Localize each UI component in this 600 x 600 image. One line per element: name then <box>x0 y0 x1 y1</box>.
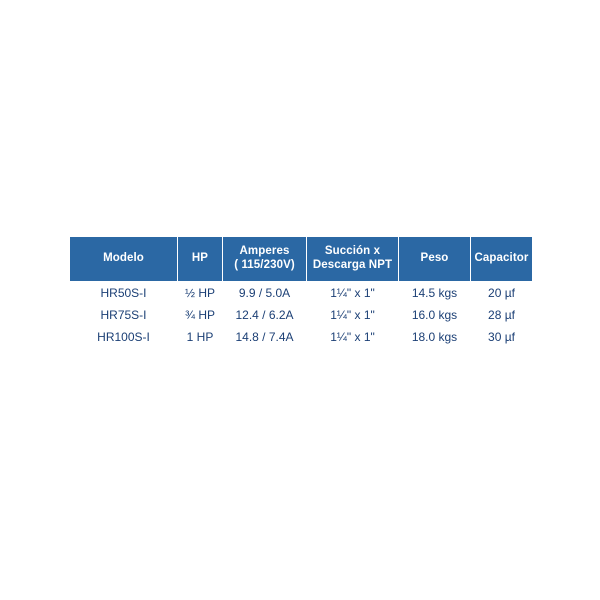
column-header-amperes <box>223 237 307 282</box>
column-header-amperes-line-2: ( 115/230V) <box>234 259 295 271</box>
cell-peso: 16.0 kgs <box>399 304 471 326</box>
cell-peso: 18.0 kgs <box>399 326 471 348</box>
cell-hp: 1 HP <box>178 326 223 348</box>
cell-hp: ¾ HP <box>178 304 223 326</box>
table-row <box>70 326 533 348</box>
cell-modelo: HR50S-I <box>70 282 178 304</box>
specifications-table <box>69 236 533 348</box>
cell-capacitor: 20 µf <box>471 282 533 304</box>
specifications-table-container <box>69 236 532 348</box>
column-header-succion-descarga <box>307 237 399 282</box>
column-header-succion-line-1: Succión x <box>324 245 381 258</box>
cell-succion-descarga: 1¼" x 1" <box>307 282 399 304</box>
cell-modelo: HR75S-I <box>70 304 178 326</box>
cell-succion-descarga: 1¼" x 1" <box>307 326 399 348</box>
column-header-amperes-line-1: Amperes <box>239 245 290 258</box>
cell-capacitor: 28 µf <box>471 304 533 326</box>
column-header-peso <box>399 237 471 282</box>
column-header-modelo <box>70 237 178 282</box>
column-header-capacitor <box>471 237 533 282</box>
column-header-hp <box>178 237 223 282</box>
column-header-succion-line-2: Descarga NPT <box>312 259 393 271</box>
table-header-row <box>70 237 533 282</box>
cell-modelo: HR100S-I <box>70 326 178 348</box>
table-body <box>70 282 533 348</box>
column-header-peso-line-1: Peso <box>420 252 449 265</box>
table-header <box>70 237 533 282</box>
cell-hp: ½ HP <box>178 282 223 304</box>
cell-capacitor: 30 µf <box>471 326 533 348</box>
cell-amperes: 9.9 / 5.0A <box>223 282 307 304</box>
cell-amperes: 12.4 / 6.2A <box>223 304 307 326</box>
cell-amperes: 14.8 / 7.4A <box>223 326 307 348</box>
cell-peso: 14.5 kgs <box>399 282 471 304</box>
column-header-hp-line-1: HP <box>191 252 209 265</box>
table-row <box>70 304 533 326</box>
cell-succion-descarga: 1¼" x 1" <box>307 304 399 326</box>
column-header-capacitor-line-1: Capacitor <box>474 252 529 265</box>
column-header-modelo-line-1: Modelo <box>103 252 144 265</box>
table-row <box>70 282 533 304</box>
